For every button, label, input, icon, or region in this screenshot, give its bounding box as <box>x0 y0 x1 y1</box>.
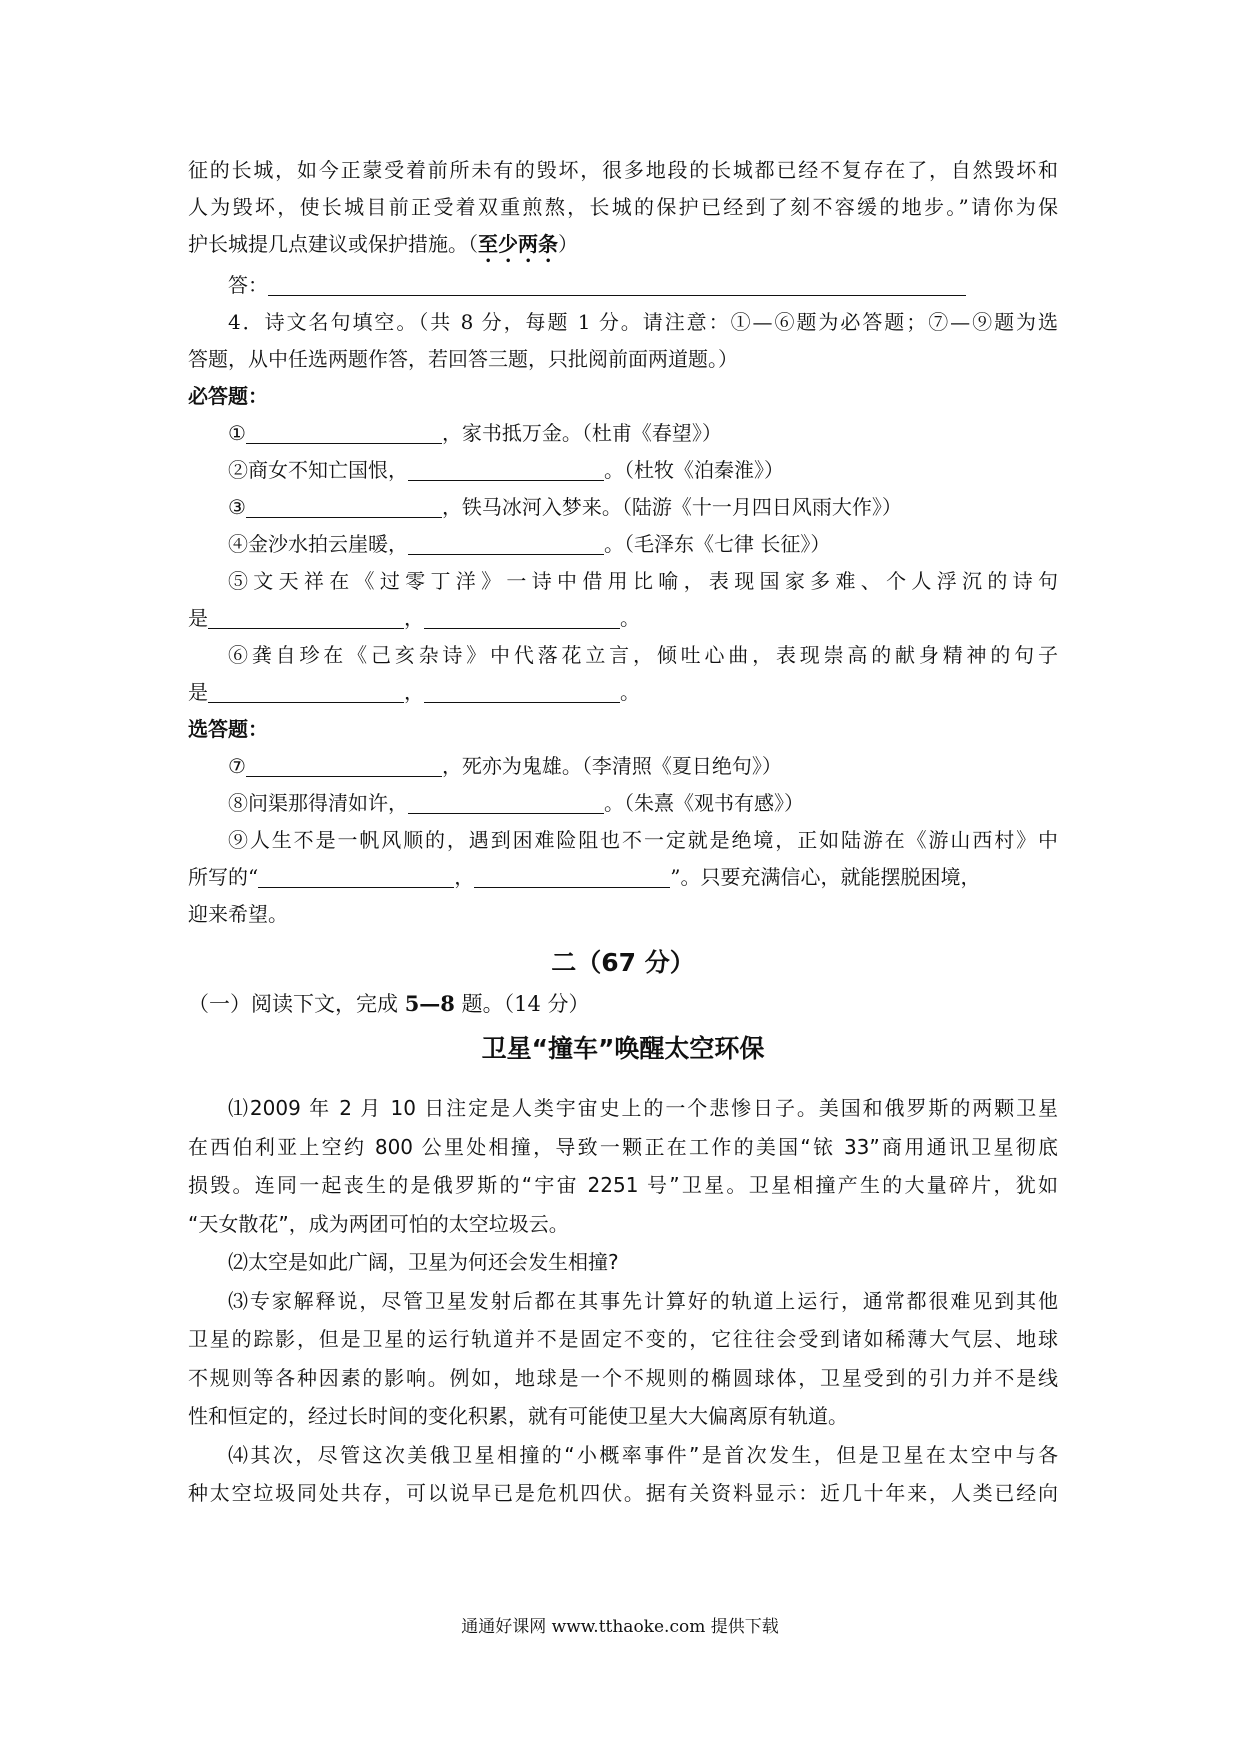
emphasis-text: 至少两条 <box>478 232 558 256</box>
item-9-line-1: ⑨人生不是一帆风顺的，遇到困难险阻也不一定就是绝境，正如陆游在《游山西村》中 <box>228 828 1058 852</box>
q4-intro-2: 答题，从中任选两题作答，若回答三题，只批阅前面两道题。） <box>188 347 738 371</box>
blank-9a[interactable] <box>258 865 454 888</box>
blank-4[interactable] <box>408 532 604 555</box>
paragraph-line: ⑶专家解释说，尽管卫星发射后都在其事先计算好的轨道上运行，通常都很难见到其他 <box>228 1288 1058 1313</box>
blank-1[interactable] <box>246 421 442 444</box>
blank-5a[interactable] <box>208 606 404 629</box>
q4-intro-1: 4．诗文名句填空。（共 8 分，每题 1 分。请注意：①—⑥题为必答题；⑦—⑨题为选 <box>228 310 1058 334</box>
item-6-line-2: 是 ， 。 <box>188 680 640 704</box>
item-5-line-2: 是 ， 。 <box>188 606 640 630</box>
q3-line-3: 护长城提几点建议或保护措施。（至少两条） <box>188 232 578 256</box>
blank-3[interactable] <box>246 495 442 518</box>
paragraph-line: ⑷其次，尽管这次美俄卫星相撞的“小概率事件”是首次发生，但是卫星在太空中与各 <box>228 1442 1058 1467</box>
blank-2[interactable] <box>408 458 604 481</box>
page-footer: 通通好课网 www.tthaoke.com 提供下载 <box>461 1617 779 1637</box>
blank-8[interactable] <box>408 791 604 814</box>
blank-9b[interactable] <box>474 865 670 888</box>
paragraph-line: ⑴2009 年 2 月 10 日注定是人类宇宙史上的一个悲惨日子。美国和俄罗斯的两颗卫星 <box>228 1096 1058 1120</box>
paragraph-line: 在西伯利亚上空约 800 公里处相撞，导致一颗正在工作的美国“铱 33”商用通讯卫星彻底 <box>188 1134 1058 1159</box>
blank-6a[interactable] <box>208 680 404 703</box>
paragraph-line: 不规则等各种因素的影响。例如，地球是一个不规则的椭圆球体，卫星受到的引力并不是线 <box>188 1365 1058 1390</box>
item-6-line-1: ⑥龚自珍在《己亥杂诗》中代落花立言，倾吐心曲，表现崇高的献身精神的句子 <box>228 643 1058 667</box>
optional-label: 选答题： <box>188 717 268 741</box>
paragraph-line: 损毁。连同一起丧生的是俄罗斯的“宇宙 2251 号”卫星。卫星相撞产生的大量碎片，犹如 <box>188 1173 1058 1197</box>
required-label: 必答题： <box>188 384 268 408</box>
item-7: ⑦ ，死亦为鬼雄。（李清照《夏日绝句》） <box>228 754 782 778</box>
answer-row: 答： <box>188 267 1058 304</box>
paragraph-line: 种太空垃圾同处共存，可以说早已是危机四伏。据有关资料显示：近几十年来，人类已经向 <box>188 1481 1058 1505</box>
article-title: 卫星“撞车”唤醒太空环保 <box>481 1034 765 1063</box>
answer-blank[interactable] <box>268 273 966 296</box>
blank-5b[interactable] <box>424 606 620 629</box>
blank-6b[interactable] <box>424 680 620 703</box>
item-9-line-3: 迎来希望。 <box>188 902 288 926</box>
blank-7[interactable] <box>246 754 442 777</box>
item-1: ① ，家书抵万金。（杜甫《春望》） <box>228 421 722 445</box>
item-9-line-2: 所写的“ ， ”。只要充满信心，就能摆脱困境， <box>188 865 981 889</box>
item-3: ③ ，铁马冰河入梦来。（陆游《十一月四日风雨大作》） <box>228 495 902 519</box>
q3-line-2: 人为毁坏，使长城目前正受着双重煎熬，长城的保护已经到了刻不容缓的地步。”请你为保 <box>188 195 1058 219</box>
paragraph-line: “天女散花”，成为两团可怕的太空垃圾云。 <box>188 1211 569 1236</box>
section-title: 二（67 分） <box>551 948 695 977</box>
article-body <box>188 1089 1058 1513</box>
paragraph-line: ⑵太空是如此广阔，卫星为何还会发生相撞? <box>228 1250 619 1274</box>
item-4: ④金沙水拍云崖暖， 。（毛泽东《七律 长征》） <box>228 532 831 556</box>
item-2: ②商女不知亡国恨， 。（杜牧《泊秦淮》） <box>228 458 784 482</box>
q3-line-1: 征的长城，如今正蒙受着前所未有的毁坏，很多地段的长城都已经不复存在了，自然毁坏和 <box>188 158 1058 182</box>
paragraph-line: 卫星的踪影，但是卫星的运行轨道并不是固定不变的，它往往会受到诸如稀薄大气层、地球 <box>188 1327 1058 1351</box>
item-5-line-1: ⑤文天祥在《过零丁洋》一诗中借用比喻，表现国家多难、个人浮沉的诗句 <box>228 569 1058 593</box>
reading-instruction: （一）阅读下文，完成 5—8 题。（14 分） <box>188 991 590 1016</box>
item-8: ⑧问渠那得清如许， 。（朱熹《观书有感》） <box>228 791 804 815</box>
exam-page <box>188 152 1058 1513</box>
paragraph-line: 性和恒定的，经过长时间的变化积累，就有可能使卫星大大偏离原有轨道。 <box>188 1404 848 1428</box>
